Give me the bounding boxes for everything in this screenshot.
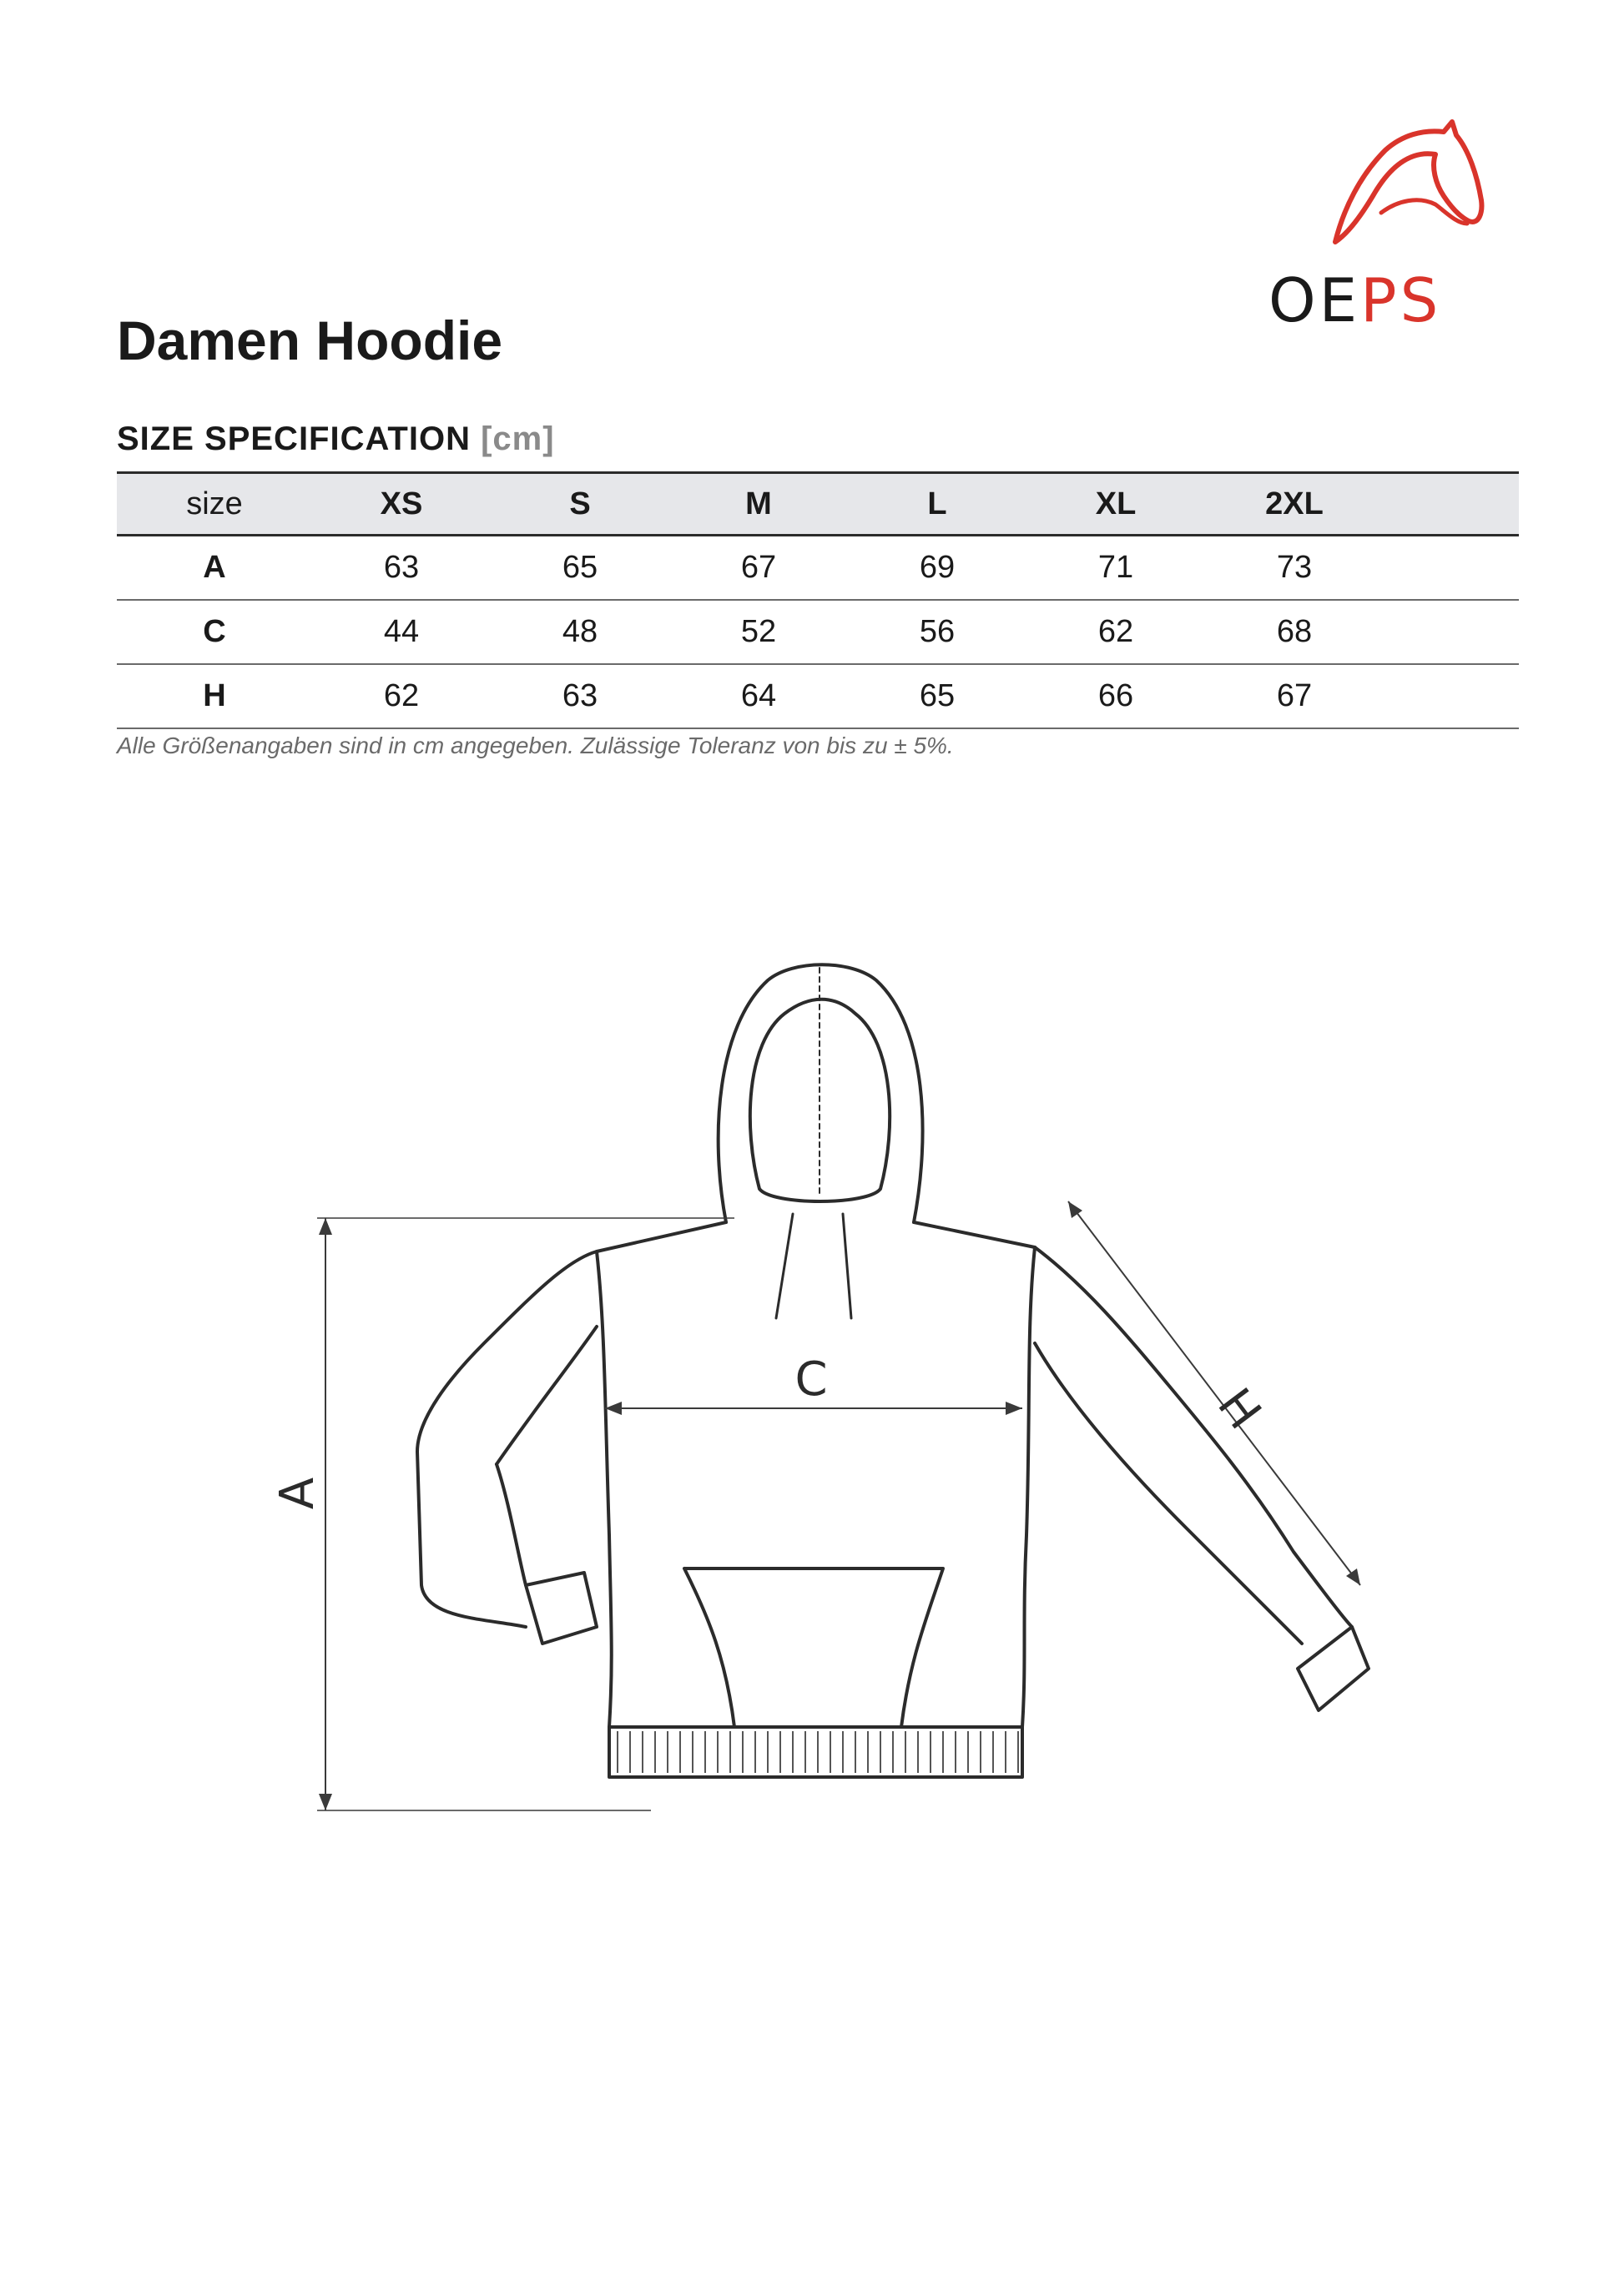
- page-title: Damen Hoodie: [117, 310, 503, 371]
- right-sleeve-outer: [914, 1222, 1352, 1627]
- table-cell: 63: [562, 678, 598, 713]
- table-cell: 68: [1276, 614, 1313, 649]
- left-sleeve-outer: [417, 1222, 726, 1627]
- table-cell: 62: [383, 678, 420, 713]
- table-row: [117, 601, 1519, 665]
- table-cell: 71: [1097, 550, 1134, 585]
- table-cell: 66: [1097, 678, 1134, 713]
- hem-ribbing: [618, 1731, 1018, 1773]
- right-cuff: [1298, 1627, 1369, 1710]
- table-cell: 65: [562, 550, 598, 585]
- table-cell: A: [203, 550, 226, 585]
- hood-outline: [719, 964, 923, 1222]
- label-c: C: [794, 1352, 828, 1407]
- table-header-cell: M: [745, 486, 772, 521]
- table-row: [117, 536, 1519, 601]
- arrow-a-bottom: [319, 1794, 332, 1810]
- measure-line-h: [1068, 1201, 1360, 1585]
- table-cell: 65: [919, 678, 956, 713]
- spec-heading: SIZE SPECIFICATION [cm]: [117, 420, 555, 457]
- table-header-cell: L: [927, 486, 947, 521]
- hoodie-diagram: [267, 951, 1502, 1835]
- right-body-side: [1022, 1247, 1035, 1727]
- table-cell: 62: [1097, 614, 1134, 649]
- hoodie-outline: [267, 951, 1502, 1835]
- pocket: [684, 1568, 943, 1727]
- table-header: [117, 471, 1519, 536]
- table-cell: 67: [1276, 678, 1313, 713]
- left-cuff: [526, 1573, 597, 1644]
- right-sleeve-inner: [1035, 1343, 1302, 1644]
- table-cell: 67: [740, 550, 777, 585]
- table-cell: H: [203, 678, 226, 713]
- table-header-cell: XS: [380, 486, 423, 521]
- table-cell: C: [203, 614, 226, 649]
- arrow-c-right: [1006, 1402, 1022, 1415]
- table-cell: 52: [740, 614, 777, 649]
- size-table: [117, 471, 1519, 729]
- logo-wordmark: OEPS: [1268, 265, 1442, 335]
- arrow-c-left: [605, 1402, 622, 1415]
- left-sleeve-inner: [497, 1327, 597, 1464]
- table-header-cell: S: [569, 486, 591, 521]
- table-cell: 44: [383, 614, 420, 649]
- measurement-arrows: [319, 1201, 1360, 1810]
- table-row: [117, 665, 1519, 729]
- hem-band: [609, 1727, 1022, 1777]
- spec-unit: [cm]: [481, 420, 555, 457]
- table-cell: 73: [1276, 550, 1313, 585]
- tolerance-note: Alle Größenangaben sind in cm angegeben. Zulässige Toleranz von bis zu ± 5%.: [117, 733, 954, 758]
- table-cell: 48: [562, 614, 598, 649]
- table-header-cell: size: [186, 486, 243, 521]
- table-cell: 63: [383, 550, 420, 585]
- table-cell: 69: [919, 550, 956, 585]
- table-header-cell: XL: [1095, 486, 1137, 521]
- arrow-a-top: [319, 1218, 332, 1235]
- arrow-h-top: [1068, 1201, 1082, 1218]
- measurement-lines: [317, 1201, 1360, 1810]
- brand-logo: [1268, 117, 1519, 342]
- table-cell: 64: [740, 678, 777, 713]
- label-a: A: [270, 1477, 325, 1510]
- left-sleeve-inner-2: [497, 1464, 526, 1585]
- table-cell: 56: [919, 614, 956, 649]
- arrow-h-bottom: [1346, 1568, 1360, 1585]
- label-h: H: [1207, 1378, 1272, 1440]
- horse-head-icon: [1319, 117, 1485, 259]
- table-header-cell: 2XL: [1265, 486, 1324, 521]
- drawstrings: [776, 1214, 851, 1318]
- left-body-side: [597, 1251, 612, 1727]
